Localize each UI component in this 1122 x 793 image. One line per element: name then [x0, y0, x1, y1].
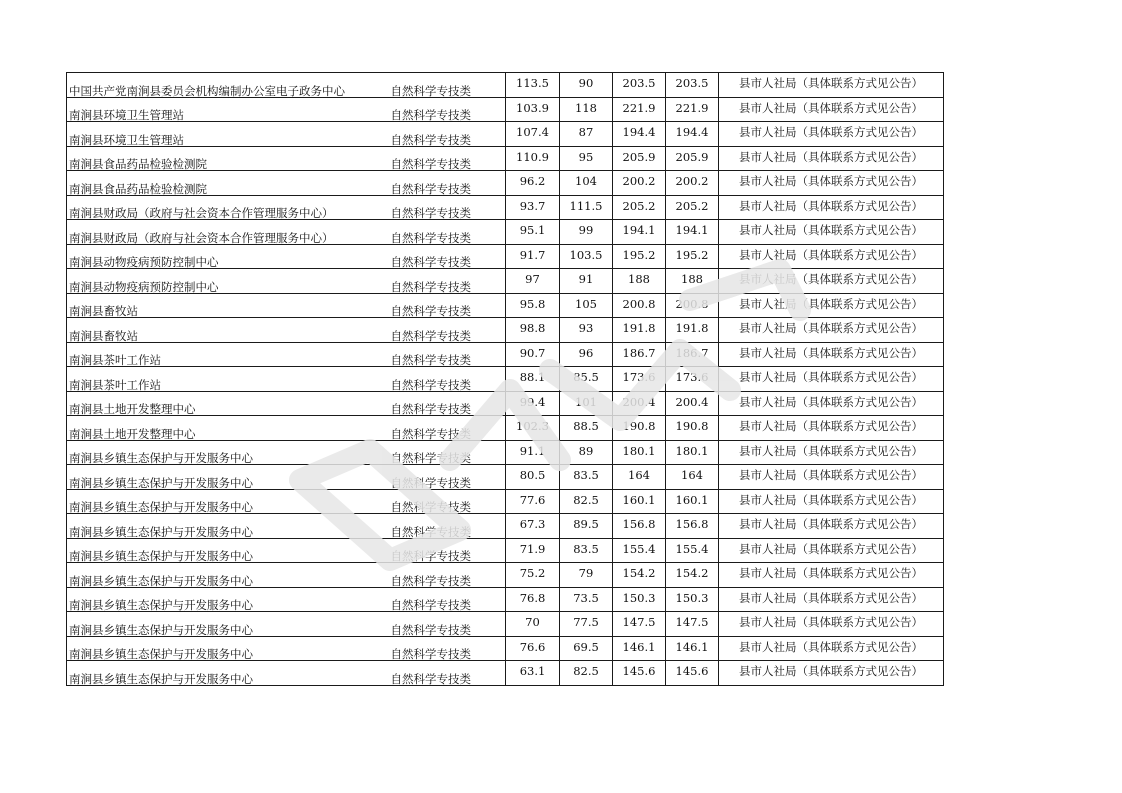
- table-row: [67, 440, 944, 465]
- cell-category: 自然科学专技类: [389, 489, 506, 514]
- cell-score-2: 89.5: [560, 514, 613, 539]
- cell-score-3: 191.8: [613, 318, 666, 343]
- cell-score-3: 147.5: [613, 612, 666, 637]
- cell-score-1: 70: [506, 612, 560, 637]
- cell-score-3: 205.2: [613, 195, 666, 220]
- cell-note: 县市人社局（具体联系方式见公告）: [719, 195, 944, 220]
- cell-score-2: 73.5: [560, 587, 613, 612]
- cell-score-2: 103.5: [560, 244, 613, 269]
- cell-unit: 南涧县土地开发整理中心: [67, 391, 389, 416]
- cell-score-4: 194.4: [666, 122, 719, 147]
- cell-score-3: 200.2: [613, 171, 666, 196]
- table-row: [67, 587, 944, 612]
- cell-score-4: 173.6: [666, 367, 719, 392]
- cell-score-1: 110.9: [506, 146, 560, 171]
- cell-score-2: 69.5: [560, 636, 613, 661]
- cell-category: 自然科学专技类: [389, 367, 506, 392]
- cell-score-1: 75.2: [506, 563, 560, 588]
- cell-unit: 南涧县食品药品检验检测院: [67, 146, 389, 171]
- cell-score-2: 91: [560, 269, 613, 294]
- cell-score-1: 76.8: [506, 587, 560, 612]
- cell-category: 自然科学专技类: [389, 661, 506, 686]
- cell-category: 自然科学专技类: [389, 293, 506, 318]
- cell-category: 自然科学专技类: [389, 342, 506, 367]
- cell-score-1: 90.7: [506, 342, 560, 367]
- cell-note: 县市人社局（具体联系方式见公告）: [719, 171, 944, 196]
- table-row: [67, 146, 944, 171]
- cell-score-2: 82.5: [560, 661, 613, 686]
- cell-score-1: 95.1: [506, 220, 560, 245]
- cell-score-1: 76.6: [506, 636, 560, 661]
- cell-score-1: 91.7: [506, 244, 560, 269]
- cell-score-1: 67.3: [506, 514, 560, 539]
- cell-score-3: 154.2: [613, 563, 666, 588]
- cell-note: 县市人社局（具体联系方式见公告）: [719, 636, 944, 661]
- cell-score-4: 186.7: [666, 342, 719, 367]
- cell-category: 自然科学专技类: [389, 220, 506, 245]
- cell-score-3: 221.9: [613, 97, 666, 122]
- cell-score-4: 200.4: [666, 391, 719, 416]
- cell-category: 自然科学专技类: [389, 612, 506, 637]
- cell-score-3: 186.7: [613, 342, 666, 367]
- cell-score-2: 99: [560, 220, 613, 245]
- cell-unit: 南涧县乡镇生态保护与开发服务中心: [67, 587, 389, 612]
- table-row: [67, 318, 944, 343]
- cell-score-2: 83.5: [560, 465, 613, 490]
- cell-score-2: 101: [560, 391, 613, 416]
- cell-score-3: 190.8: [613, 416, 666, 441]
- table-row: [67, 612, 944, 637]
- cell-score-2: 93: [560, 318, 613, 343]
- table-row: [67, 636, 944, 661]
- cell-score-2: 82.5: [560, 489, 613, 514]
- cell-score-3: 173.6: [613, 367, 666, 392]
- cell-note: 县市人社局（具体联系方式见公告）: [719, 122, 944, 147]
- cell-score-4: 180.1: [666, 440, 719, 465]
- cell-note: 县市人社局（具体联系方式见公告）: [719, 416, 944, 441]
- cell-score-1: 98.8: [506, 318, 560, 343]
- cell-score-1: 77.6: [506, 489, 560, 514]
- cell-score-2: 111.5: [560, 195, 613, 220]
- cell-unit: 南涧县乡镇生态保护与开发服务中心: [67, 440, 389, 465]
- table-row: [67, 97, 944, 122]
- cell-score-3: 145.6: [613, 661, 666, 686]
- cell-note: 县市人社局（具体联系方式见公告）: [719, 391, 944, 416]
- cell-category: 自然科学专技类: [389, 195, 506, 220]
- cell-note: 县市人社局（具体联系方式见公告）: [719, 73, 944, 98]
- table-row: [67, 367, 944, 392]
- cell-score-3: 156.8: [613, 514, 666, 539]
- cell-category: 自然科学专技类: [389, 146, 506, 171]
- table-row: [67, 171, 944, 196]
- cell-note: 县市人社局（具体联系方式见公告）: [719, 661, 944, 686]
- cell-score-4: 190.8: [666, 416, 719, 441]
- cell-category: 自然科学专技类: [389, 538, 506, 563]
- cell-score-3: 160.1: [613, 489, 666, 514]
- cell-note: 县市人社局（具体联系方式见公告）: [719, 146, 944, 171]
- cell-unit: 南涧县财政局（政府与社会资本合作管理服务中心）: [67, 220, 389, 245]
- cell-unit: 南涧县畜牧站: [67, 293, 389, 318]
- cell-score-2: 105: [560, 293, 613, 318]
- cell-note: 县市人社局（具体联系方式见公告）: [719, 465, 944, 490]
- cell-score-4: 194.1: [666, 220, 719, 245]
- table-row: [67, 122, 944, 147]
- cell-category: 自然科学专技类: [389, 587, 506, 612]
- cell-score-3: 164: [613, 465, 666, 490]
- cell-score-3: 150.3: [613, 587, 666, 612]
- cell-unit: 南涧县乡镇生态保护与开发服务中心: [67, 661, 389, 686]
- table-row: [67, 244, 944, 269]
- cell-note: 县市人社局（具体联系方式见公告）: [719, 587, 944, 612]
- cell-score-4: 191.8: [666, 318, 719, 343]
- cell-unit: 南涧县乡镇生态保护与开发服务中心: [67, 612, 389, 637]
- cell-unit: 南涧县乡镇生态保护与开发服务中心: [67, 489, 389, 514]
- cell-score-2: 89: [560, 440, 613, 465]
- cell-category: 自然科学专技类: [389, 563, 506, 588]
- cell-score-1: 102.3: [506, 416, 560, 441]
- cell-score-3: 146.1: [613, 636, 666, 661]
- table-row: [67, 563, 944, 588]
- cell-score-3: 205.9: [613, 146, 666, 171]
- cell-note: 县市人社局（具体联系方式见公告）: [719, 612, 944, 637]
- cell-score-2: 83.5: [560, 538, 613, 563]
- cell-score-1: 95.8: [506, 293, 560, 318]
- cell-note: 县市人社局（具体联系方式见公告）: [719, 244, 944, 269]
- table-row: [67, 465, 944, 490]
- cell-note: 县市人社局（具体联系方式见公告）: [719, 97, 944, 122]
- cell-category: 自然科学专技类: [389, 171, 506, 196]
- cell-score-2: 96: [560, 342, 613, 367]
- cell-score-2: 95: [560, 146, 613, 171]
- cell-category: 自然科学专技类: [389, 244, 506, 269]
- table-row: [67, 391, 944, 416]
- cell-category: 自然科学专技类: [389, 416, 506, 441]
- cell-score-1: 63.1: [506, 661, 560, 686]
- cell-score-4: 147.5: [666, 612, 719, 637]
- cell-score-2: 88.5: [560, 416, 613, 441]
- cell-category: 自然科学专技类: [389, 97, 506, 122]
- table-row: [67, 538, 944, 563]
- cell-score-2: 77.5: [560, 612, 613, 637]
- cell-note: 县市人社局（具体联系方式见公告）: [719, 538, 944, 563]
- cell-score-3: 200.4: [613, 391, 666, 416]
- table-row: [67, 489, 944, 514]
- cell-score-3: 195.2: [613, 244, 666, 269]
- cell-note: 县市人社局（具体联系方式见公告）: [719, 489, 944, 514]
- cell-score-1: 99.4: [506, 391, 560, 416]
- cell-score-3: 188: [613, 269, 666, 294]
- cell-unit: 南涧县财政局（政府与社会资本合作管理服务中心）: [67, 195, 389, 220]
- table-row: [67, 416, 944, 441]
- cell-unit: 南涧县茶叶工作站: [67, 367, 389, 392]
- cell-score-2: 118: [560, 97, 613, 122]
- table-row: [67, 514, 944, 539]
- cell-category: 自然科学专技类: [389, 318, 506, 343]
- cell-unit: 中国共产党南涧县委员会机构编制办公室电子政务中心: [67, 73, 389, 98]
- table-row: [67, 661, 944, 686]
- score-table-body: [67, 73, 944, 686]
- cell-score-2: 85.5: [560, 367, 613, 392]
- score-table: [66, 72, 944, 686]
- cell-note: 县市人社局（具体联系方式见公告）: [719, 269, 944, 294]
- table-row: [67, 73, 944, 98]
- cell-score-3: 155.4: [613, 538, 666, 563]
- table-row: [67, 269, 944, 294]
- cell-score-4: 145.6: [666, 661, 719, 686]
- cell-category: 自然科学专技类: [389, 269, 506, 294]
- table-row: [67, 195, 944, 220]
- cell-unit: 南涧县乡镇生态保护与开发服务中心: [67, 538, 389, 563]
- cell-score-4: 221.9: [666, 97, 719, 122]
- cell-score-1: 103.9: [506, 97, 560, 122]
- cell-unit: 南涧县土地开发整理中心: [67, 416, 389, 441]
- cell-score-1: 80.5: [506, 465, 560, 490]
- cell-unit: 南涧县食品药品检验检测院: [67, 171, 389, 196]
- cell-note: 县市人社局（具体联系方式见公告）: [719, 318, 944, 343]
- cell-score-4: 156.8: [666, 514, 719, 539]
- cell-score-3: 194.4: [613, 122, 666, 147]
- cell-score-1: 107.4: [506, 122, 560, 147]
- cell-unit: 南涧县乡镇生态保护与开发服务中心: [67, 514, 389, 539]
- cell-score-1: 88.1: [506, 367, 560, 392]
- cell-category: 自然科学专技类: [389, 122, 506, 147]
- cell-category: 自然科学专技类: [389, 440, 506, 465]
- cell-score-2: 90: [560, 73, 613, 98]
- cell-category: 自然科学专技类: [389, 514, 506, 539]
- table-row: [67, 293, 944, 318]
- cell-score-1: 91.1: [506, 440, 560, 465]
- cell-score-4: 154.2: [666, 563, 719, 588]
- cell-score-4: 195.2: [666, 244, 719, 269]
- cell-score-4: 205.2: [666, 195, 719, 220]
- cell-score-2: 104: [560, 171, 613, 196]
- cell-note: 县市人社局（具体联系方式见公告）: [719, 440, 944, 465]
- cell-unit: 南涧县乡镇生态保护与开发服务中心: [67, 465, 389, 490]
- cell-unit: 南涧县茶叶工作站: [67, 342, 389, 367]
- cell-score-1: 96.2: [506, 171, 560, 196]
- cell-unit: 南涧县动物疫病预防控制中心: [67, 269, 389, 294]
- cell-score-1: 93.7: [506, 195, 560, 220]
- cell-unit: 南涧县畜牧站: [67, 318, 389, 343]
- cell-score-4: 203.5: [666, 73, 719, 98]
- cell-score-4: 155.4: [666, 538, 719, 563]
- cell-score-1: 113.5: [506, 73, 560, 98]
- cell-score-3: 194.1: [613, 220, 666, 245]
- cell-unit: 南涧县乡镇生态保护与开发服务中心: [67, 563, 389, 588]
- cell-score-3: 203.5: [613, 73, 666, 98]
- cell-score-4: 188: [666, 269, 719, 294]
- cell-score-4: 200.8: [666, 293, 719, 318]
- cell-score-4: 205.9: [666, 146, 719, 171]
- cell-score-4: 164: [666, 465, 719, 490]
- cell-score-4: 146.1: [666, 636, 719, 661]
- cell-unit: 南涧县动物疫病预防控制中心: [67, 244, 389, 269]
- cell-score-1: 71.9: [506, 538, 560, 563]
- cell-score-4: 150.3: [666, 587, 719, 612]
- cell-note: 县市人社局（具体联系方式见公告）: [719, 563, 944, 588]
- cell-note: 县市人社局（具体联系方式见公告）: [719, 514, 944, 539]
- cell-category: 自然科学专技类: [389, 391, 506, 416]
- cell-score-3: 200.8: [613, 293, 666, 318]
- cell-note: 县市人社局（具体联系方式见公告）: [719, 220, 944, 245]
- cell-score-2: 87: [560, 122, 613, 147]
- cell-score-4: 160.1: [666, 489, 719, 514]
- cell-category: 自然科学专技类: [389, 636, 506, 661]
- cell-category: 自然科学专技类: [389, 465, 506, 490]
- cell-note: 县市人社局（具体联系方式见公告）: [719, 293, 944, 318]
- cell-note: 县市人社局（具体联系方式见公告）: [719, 342, 944, 367]
- cell-score-1: 97: [506, 269, 560, 294]
- cell-score-4: 200.2: [666, 171, 719, 196]
- cell-unit: 南涧县环境卫生管理站: [67, 122, 389, 147]
- cell-score-2: 79: [560, 563, 613, 588]
- cell-score-3: 180.1: [613, 440, 666, 465]
- table-row: [67, 220, 944, 245]
- cell-unit: 南涧县乡镇生态保护与开发服务中心: [67, 636, 389, 661]
- cell-category: 自然科学专技类: [389, 73, 506, 98]
- cell-unit: 南涧县环境卫生管理站: [67, 97, 389, 122]
- cell-note: 县市人社局（具体联系方式见公告）: [719, 367, 944, 392]
- table-row: [67, 342, 944, 367]
